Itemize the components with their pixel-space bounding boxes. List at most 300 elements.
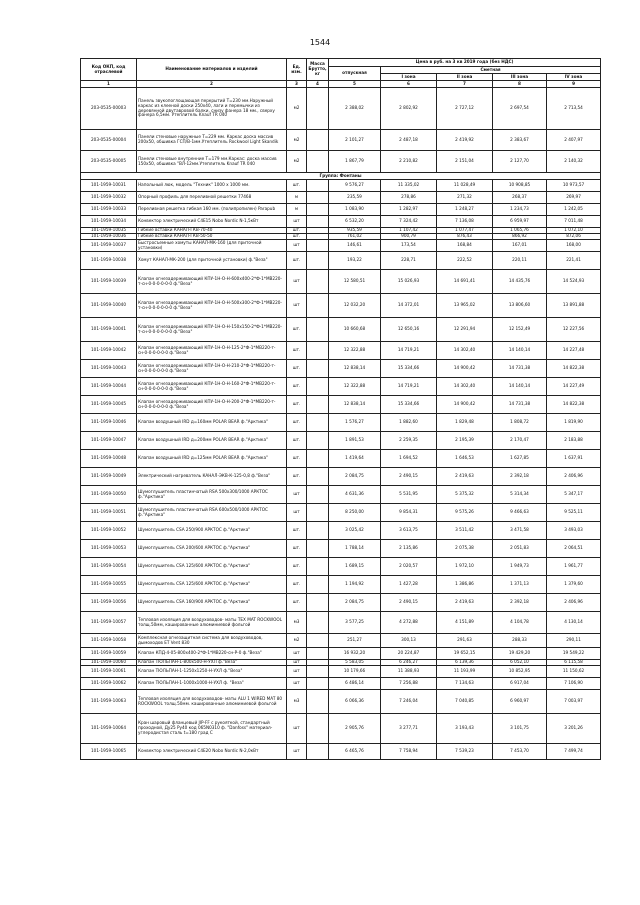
release-price-cell: 12 322,88 bbox=[329, 342, 381, 360]
name-cell: Шумоглушитель CSA 160/900 АРКТОС ф."Арктика" bbox=[137, 594, 287, 612]
zone-4-price-cell: 872,06 bbox=[547, 234, 601, 240]
unit-cell: шт. bbox=[287, 450, 307, 468]
code-cell: 101-1959-10058 bbox=[81, 634, 137, 648]
zone-2-price-cell: 1 077,47 bbox=[437, 228, 493, 234]
zone-1-price-cell: 14 719,21 bbox=[381, 342, 437, 360]
zone-3-price-cell: 2 383,67 bbox=[493, 130, 547, 151]
zone-1-price-cell: 278,86 bbox=[381, 192, 437, 204]
mass-cell bbox=[307, 744, 329, 760]
zone-3-price-cell: 7 453,70 bbox=[493, 744, 547, 760]
unit-cell: шт. bbox=[287, 318, 307, 342]
mass-cell bbox=[307, 714, 329, 744]
code-cell: 101-1959-10037 bbox=[81, 240, 137, 252]
zone-1-price-cell: 1 694,52 bbox=[381, 450, 437, 468]
code-cell: 101-1959-10055 bbox=[81, 576, 137, 594]
zone-4-price-cell: 14 524,93 bbox=[547, 270, 601, 294]
name-cell: Шумоглушитель пластинчатый RSA 600х500/1000 АРКТОС ф."Арктика" bbox=[137, 504, 287, 522]
code-cell: 101-1959-10034 bbox=[81, 216, 137, 228]
unit-cell: шт. bbox=[287, 432, 307, 450]
column-index-row bbox=[81, 81, 601, 88]
name-cell: Хомут КАНАЛ-МК-200 (для приточной установки) ф."Веза" bbox=[137, 252, 287, 270]
release-price-cell: 1 419,64 bbox=[329, 450, 381, 468]
zone-4-price-cell: 14 227,49 bbox=[547, 378, 601, 396]
mass-cell bbox=[307, 540, 329, 558]
mass-cell bbox=[307, 594, 329, 612]
zone-4-price-cell: 10 973,57 bbox=[547, 180, 601, 192]
zone-2-price-cell: 1 646,53 bbox=[437, 450, 493, 468]
zone-4-price-cell: 1 819,90 bbox=[547, 414, 601, 432]
code-cell: 101-1959-10047 bbox=[81, 432, 137, 450]
zone-4-price-cell: 14 822,38 bbox=[547, 360, 601, 378]
table-row bbox=[81, 612, 601, 634]
name-cell: Клапан огнезадерживающий КПУ-1Н-О-Н-125-2*Ф-1*МВ220-т-сн-0-0-0-0-0-0 ф."Веза" bbox=[137, 342, 287, 360]
table-row bbox=[81, 432, 601, 450]
name-cell: Клапан воздушный IRD д=200мм POLAR BEAR ф."Арктика" bbox=[137, 432, 287, 450]
code-cell: 101-1959-10038 bbox=[81, 252, 137, 270]
zone-2-price-cell: 2 195,39 bbox=[437, 432, 493, 450]
zone-1-price-cell: 20 224,87 bbox=[381, 648, 437, 660]
mass-cell bbox=[307, 192, 329, 204]
code-cell: 101-1959-10031 bbox=[81, 180, 137, 192]
unit-cell: шт. bbox=[287, 228, 307, 234]
mass-cell bbox=[307, 576, 329, 594]
zone-2-price-cell: 7 136,08 bbox=[437, 216, 493, 228]
mass-cell bbox=[307, 612, 329, 634]
name-cell: Клапан огнезадерживающий КПУ-1Н-О-Н-600х400-2*Ф-1*МВ220-т-сн-0-0-0-0-0-0 ф."Веза" bbox=[137, 270, 287, 294]
unit-cell: шт bbox=[287, 270, 307, 294]
code-cell: 101-1959-10048 bbox=[81, 450, 137, 468]
zone-4-price-cell: 290,11 bbox=[547, 634, 601, 648]
name-cell: Клапан огнезадерживающий КПУ-1Н-О-Н-200-2*Ф-1*МВ220-т-сн-0-0-0-0-0-0 ф."Веза" bbox=[137, 396, 287, 414]
name-cell: Клапан ТЮЛЬПАН-1-1000х1000-Н-УХЛ ф. "Веза" bbox=[137, 678, 287, 690]
release-price-cell: 10 660,68 bbox=[329, 318, 381, 342]
zone-3-price-cell: 866,92 bbox=[493, 234, 547, 240]
release-price-cell: 251,27 bbox=[329, 634, 381, 648]
mass-cell bbox=[307, 318, 329, 342]
code-cell: 101-1959-10059 bbox=[81, 648, 137, 660]
header-price-title: Цена в руб. на 3 кв 2019 года (без НДС) bbox=[329, 59, 601, 67]
code-cell: 203-0535-00003 bbox=[81, 88, 137, 130]
name-cell: Клапан огнезадерживающий КПУ-1Н-О-Н-500х300-2*Ф-1*МВ220-т-сн-0-0-0-0-0-0 ф."Веза" bbox=[137, 294, 287, 318]
unit-cell: шт. bbox=[287, 234, 307, 240]
zone-3-price-cell: 14 731,38 bbox=[493, 396, 547, 414]
zone-3-price-cell: 4 104,78 bbox=[493, 612, 547, 634]
name-cell: Панель звукопоглощающая перкрытий Т=230 мм.Наружный каркас из клееной доски 250х40, лаги и перемычки из деревянной двутавровой балки, снизу фанера 18 мм., сверху фанера 6,5мм. Утеплитель Knauf TR 040 bbox=[137, 88, 287, 130]
code-cell: 101-1959-10062 bbox=[81, 678, 137, 690]
table-row bbox=[81, 318, 601, 342]
zone-3-price-cell: 167,01 bbox=[493, 240, 547, 252]
mass-cell bbox=[307, 522, 329, 540]
mass-cell bbox=[307, 240, 329, 252]
name-cell: Шумоглушитель пластинчатый RSA 500х300/1000 АРКТОС ф."Арктика" bbox=[137, 486, 287, 504]
mass-cell bbox=[307, 180, 329, 192]
header-name: Наименование материалов и изделий bbox=[137, 59, 287, 81]
zone-4-price-cell: 13 891,88 bbox=[547, 294, 601, 318]
zone-3-price-cell: 6 959,97 bbox=[493, 216, 547, 228]
table-row bbox=[81, 360, 601, 378]
zone-1-price-cell: 2 487,18 bbox=[381, 130, 437, 151]
zone-4-price-cell: 2 407,97 bbox=[547, 130, 601, 151]
name-cell: Кран шаровый фланцевый JIP-FF с рукояткой, стандартный проходной, Ду25 Ру40 код 065N0310 ф. "Danfoss" материал-углеродистая сталь t=180 град С bbox=[137, 714, 287, 744]
table-row bbox=[81, 240, 601, 252]
release-price-cell: 12 032,20 bbox=[329, 294, 381, 318]
unit-cell: шт bbox=[287, 504, 307, 522]
zone-3-price-cell: 3 471,58 bbox=[493, 522, 547, 540]
mass-cell bbox=[307, 130, 329, 151]
zone-1-price-cell: 1 427,28 bbox=[381, 576, 437, 594]
unit-cell: м bbox=[287, 204, 307, 216]
zone-1-price-cell: 7 246,04 bbox=[381, 690, 437, 714]
table-row bbox=[81, 744, 601, 760]
mass-cell bbox=[307, 204, 329, 216]
zone-1-price-cell: 900,79 bbox=[381, 234, 437, 240]
zone-1-price-cell: 12 650,16 bbox=[381, 318, 437, 342]
zone-4-price-cell: 7 499,74 bbox=[547, 744, 601, 760]
mass-cell bbox=[307, 558, 329, 576]
table-row bbox=[81, 504, 601, 522]
zone-2-price-cell: 11 028,49 bbox=[437, 180, 493, 192]
unit-cell: шт. bbox=[287, 396, 307, 414]
zone-2-price-cell: 7 040,85 bbox=[437, 690, 493, 714]
code-cell: 101-1959-10045 bbox=[81, 396, 137, 414]
mass-cell bbox=[307, 270, 329, 294]
code-cell: 101-1959-10042 bbox=[81, 342, 137, 360]
release-price-cell: 146,61 bbox=[329, 240, 381, 252]
price-table bbox=[80, 58, 601, 760]
zone-1-price-cell: 1 882,60 bbox=[381, 414, 437, 432]
release-price-cell: 1 788,14 bbox=[329, 540, 381, 558]
zone-1-price-cell: 15 334,66 bbox=[381, 360, 437, 378]
release-price-cell: 9 576,27 bbox=[329, 180, 381, 192]
zone-1-price-cell: 7 758,94 bbox=[381, 744, 437, 760]
zone-3-price-cell: 19 429,20 bbox=[493, 648, 547, 660]
zone-4-price-cell: 7 011,48 bbox=[547, 216, 601, 228]
zone-2-price-cell: 14 302,40 bbox=[437, 342, 493, 360]
table-row bbox=[81, 540, 601, 558]
zone-3-price-cell: 6 917,04 bbox=[493, 678, 547, 690]
code-cell: 101-1959-10043 bbox=[81, 360, 137, 378]
unit-cell: шт. bbox=[287, 594, 307, 612]
mass-cell bbox=[307, 216, 329, 228]
zone-2-price-cell: 3 193,43 bbox=[437, 714, 493, 744]
zone-3-price-cell: 2 392,18 bbox=[493, 594, 547, 612]
zone-4-price-cell: 1 072,10 bbox=[547, 228, 601, 234]
release-price-cell: 2 084,75 bbox=[329, 594, 381, 612]
index-cell: 2 bbox=[137, 81, 287, 88]
release-price-cell: 1 891,53 bbox=[329, 432, 381, 450]
unit-cell: м bbox=[287, 192, 307, 204]
zone-1-price-cell: 14 719,21 bbox=[381, 378, 437, 396]
table-row bbox=[81, 192, 601, 204]
mass-cell bbox=[307, 666, 329, 678]
name-cell: Клапан воздушный IRD д=160мм POLAR BEAR ф."Арктика" bbox=[137, 414, 287, 432]
zone-2-price-cell: 222,52 bbox=[437, 252, 493, 270]
zone-1-price-cell: 1 107,42 bbox=[381, 228, 437, 234]
release-price-cell: 2 084,75 bbox=[329, 468, 381, 486]
code-cell: 101-1959-10056 bbox=[81, 594, 137, 612]
zone-1-price-cell: 1 282,97 bbox=[381, 204, 437, 216]
zone-2-price-cell: 7 539,23 bbox=[437, 744, 493, 760]
zone-3-price-cell: 13 806,60 bbox=[493, 294, 547, 318]
table-row bbox=[81, 468, 601, 486]
release-price-cell: 6 532,20 bbox=[329, 216, 381, 228]
release-price-cell: 3 577,25 bbox=[329, 612, 381, 634]
zone-4-price-cell: 6 115,58 bbox=[547, 660, 601, 666]
release-price-cell: 2 388,02 bbox=[329, 88, 381, 130]
name-cell: Панели стеновые наружные Т=229 мм. Каркас доска массив 200х50, обшивка ГСП/В-1мм.Утеплитель Rockwool Light Skandik bbox=[137, 130, 287, 151]
name-cell: Шумоглушитель CSA 200/600 АРКТОС ф."Арктика" bbox=[137, 540, 287, 558]
zone-3-price-cell: 1 065,76 bbox=[493, 228, 547, 234]
zone-2-price-cell: 2 419,63 bbox=[437, 468, 493, 486]
release-price-cell: 16 932,20 bbox=[329, 648, 381, 660]
name-cell: Панели стеновые внутренние Т=179 мм.Каркас: доска массив 150х50, обшивка "ВЛ-12мм.Утеплитель Knauf TR 040 bbox=[137, 151, 287, 173]
release-price-cell: 12 580,51 bbox=[329, 270, 381, 294]
zone-3-price-cell: 2 392,18 bbox=[493, 468, 547, 486]
code-cell: 101-1959-10044 bbox=[81, 378, 137, 396]
table-row bbox=[81, 204, 601, 216]
zone-4-price-cell: 1 637,91 bbox=[547, 450, 601, 468]
name-cell: Опорный профиль для переливной решетки 77468 bbox=[137, 192, 287, 204]
zone-1-price-cell: 3 277,71 bbox=[381, 714, 437, 744]
zone-3-price-cell: 220,11 bbox=[493, 252, 547, 270]
zone-1-price-cell: 14 372,01 bbox=[381, 294, 437, 318]
table-row bbox=[81, 714, 601, 744]
zone-3-price-cell: 2 051,83 bbox=[493, 540, 547, 558]
unit-cell: м2 bbox=[287, 130, 307, 151]
release-price-cell: 1 867,79 bbox=[329, 151, 381, 173]
table-header bbox=[81, 59, 601, 81]
release-price-cell: 12 322,88 bbox=[329, 378, 381, 396]
zone-3-price-cell: 12 152,49 bbox=[493, 318, 547, 342]
zone-3-price-cell: 2 697,54 bbox=[493, 88, 547, 130]
release-price-cell: 4 631,36 bbox=[329, 486, 381, 504]
index-cell: 8 bbox=[493, 81, 547, 88]
unit-cell: м3 bbox=[287, 690, 307, 714]
zone-1-price-cell: 11 335,02 bbox=[381, 180, 437, 192]
zone-4-price-cell: 221,41 bbox=[547, 252, 601, 270]
header-zone-3: III зона bbox=[493, 74, 547, 81]
index-cell: 3 bbox=[287, 81, 307, 88]
zone-1-price-cell: 2 259,35 bbox=[381, 432, 437, 450]
zone-4-price-cell: 2 064,51 bbox=[547, 540, 601, 558]
unit-cell: шт bbox=[287, 660, 307, 666]
name-cell: Шумоглушитель CSA 250/900 АРКТОС ф."Арктика" bbox=[137, 522, 287, 540]
index-cell: 6 bbox=[381, 81, 437, 88]
zone-1-price-cell: 300,13 bbox=[381, 634, 437, 648]
unit-cell: шт. bbox=[287, 180, 307, 192]
zone-2-price-cell: 5 375,32 bbox=[437, 486, 493, 504]
zone-1-price-cell: 6 246,27 bbox=[381, 660, 437, 666]
zone-4-price-cell: 12 227,56 bbox=[547, 318, 601, 342]
zone-4-price-cell: 2 140,32 bbox=[547, 151, 601, 173]
zone-2-price-cell: 291,63 bbox=[437, 634, 493, 648]
table-row bbox=[81, 252, 601, 270]
release-price-cell: 2 905,76 bbox=[329, 714, 381, 744]
code-cell: 101-1959-10032 bbox=[81, 192, 137, 204]
unit-cell: шт. bbox=[287, 378, 307, 396]
zone-1-price-cell: 228,71 bbox=[381, 252, 437, 270]
release-price-cell: 193,22 bbox=[329, 252, 381, 270]
code-cell: 101-1959-10040 bbox=[81, 294, 137, 318]
table-row bbox=[81, 522, 601, 540]
zone-1-price-cell: 5 531,95 bbox=[381, 486, 437, 504]
zone-3-price-cell: 1 234,73 bbox=[493, 204, 547, 216]
zone-4-price-cell: 9 525,11 bbox=[547, 504, 601, 522]
index-cell: 1 bbox=[81, 81, 137, 88]
zone-2-price-cell: 6 139,36 bbox=[437, 660, 493, 666]
zone-2-price-cell: 876,43 bbox=[437, 234, 493, 240]
name-cell: Шумоглушитель CSA 125/600 АРКТОС ф."Арктика" bbox=[137, 576, 287, 594]
unit-cell: шт. bbox=[287, 252, 307, 270]
zone-2-price-cell: 13 965,02 bbox=[437, 294, 493, 318]
zone-2-price-cell: 2 419,63 bbox=[437, 594, 493, 612]
zone-3-price-cell: 14 435,76 bbox=[493, 270, 547, 294]
unit-cell: шт bbox=[287, 666, 307, 678]
unit-cell: шт bbox=[287, 678, 307, 690]
zone-3-price-cell: 1 627,85 bbox=[493, 450, 547, 468]
zone-1-price-cell: 7 324,42 bbox=[381, 216, 437, 228]
zone-4-price-cell: 4 130,14 bbox=[547, 612, 601, 634]
code-cell: 203-0535-00004 bbox=[81, 130, 137, 151]
table-row bbox=[81, 270, 601, 294]
unit-cell: шт. bbox=[287, 468, 307, 486]
table-body bbox=[81, 81, 601, 760]
release-price-cell: 1 576,27 bbox=[329, 414, 381, 432]
zone-1-price-cell: 2 802,92 bbox=[381, 88, 437, 130]
zone-3-price-cell: 14 731,38 bbox=[493, 360, 547, 378]
unit-cell: шт. bbox=[287, 414, 307, 432]
header-zone-4: IV зона bbox=[547, 74, 601, 81]
zone-4-price-cell: 14 822,38 bbox=[547, 396, 601, 414]
zone-2-price-cell: 11 193,99 bbox=[437, 666, 493, 678]
zone-1-price-cell: 9 854,31 bbox=[381, 504, 437, 522]
release-price-cell: 12 838,14 bbox=[329, 396, 381, 414]
zone-1-price-cell: 3 613,75 bbox=[381, 522, 437, 540]
code-cell: 101-1959-10053 bbox=[81, 540, 137, 558]
mass-cell bbox=[307, 690, 329, 714]
name-cell: Быстросъемные хомуты КАНАЛ-МК-160 (для приточной установки) bbox=[137, 240, 287, 252]
release-price-cell: 2 101,27 bbox=[329, 130, 381, 151]
code-cell: 101-1959-10064 bbox=[81, 714, 137, 744]
header-zone-2: II зона bbox=[437, 74, 493, 81]
table-row bbox=[81, 414, 601, 432]
zone-1-price-cell: 2 490,15 bbox=[381, 594, 437, 612]
unit-cell: м3 bbox=[287, 612, 307, 634]
unit-cell: шт. bbox=[287, 576, 307, 594]
zone-1-price-cell: 2 020,57 bbox=[381, 558, 437, 576]
table-row bbox=[81, 396, 601, 414]
table-row bbox=[81, 634, 601, 648]
zone-1-price-cell: 2 135,86 bbox=[381, 540, 437, 558]
unit-cell: шт. bbox=[287, 558, 307, 576]
name-cell: Конвектор электрический C4E15 Nobo Nordic N-1,5кВт bbox=[137, 216, 287, 228]
unit-cell: шт. bbox=[287, 342, 307, 360]
mass-cell bbox=[307, 486, 329, 504]
zone-4-price-cell: 2 406,96 bbox=[547, 594, 601, 612]
zone-3-price-cell: 14 140,14 bbox=[493, 342, 547, 360]
group-row bbox=[81, 173, 601, 180]
table-row bbox=[81, 690, 601, 714]
unit-cell: шт. bbox=[287, 360, 307, 378]
name-cell: Тепловая изоляция для воздуховодов- маты TEX MAT ROCKWOOL толщ.50мм, кашированные алюминиевой фольгой bbox=[137, 612, 287, 634]
code-cell: 101-1959-10065 bbox=[81, 744, 137, 760]
code-cell: 101-1959-10041 bbox=[81, 318, 137, 342]
zone-4-price-cell: 19 549,22 bbox=[547, 648, 601, 660]
name-cell: Комплексная огнезащитная система для воздуховодов, дымоходов ET Vent 830 bbox=[137, 634, 287, 648]
name-cell: Клапан КПД-4-05-800х400-2*Ф-1*МВ220-сн-Р-0 ф."Веза" bbox=[137, 648, 287, 660]
mass-cell bbox=[307, 432, 329, 450]
zone-1-price-cell: 173,54 bbox=[381, 240, 437, 252]
code-cell: 101-1959-10046 bbox=[81, 414, 137, 432]
header-mass: Масса Брутто, кг bbox=[307, 59, 329, 81]
release-price-cell: 10 179,66 bbox=[329, 666, 381, 678]
unit-cell: м2 bbox=[287, 634, 307, 648]
zone-2-price-cell: 14 691,41 bbox=[437, 270, 493, 294]
table-row bbox=[81, 151, 601, 173]
header-estimate: Сметная bbox=[381, 67, 601, 74]
table-row bbox=[81, 666, 601, 678]
table-row bbox=[81, 678, 601, 690]
zone-4-price-cell: 3 493,03 bbox=[547, 522, 601, 540]
mass-cell bbox=[307, 342, 329, 360]
zone-3-price-cell: 10 908,85 bbox=[493, 180, 547, 192]
index-cell: 9 bbox=[547, 81, 601, 88]
zone-4-price-cell: 5 347,17 bbox=[547, 486, 601, 504]
unit-cell: шт bbox=[287, 714, 307, 744]
zone-4-price-cell: 269,97 bbox=[547, 192, 601, 204]
release-price-cell: 761,02 bbox=[329, 234, 381, 240]
zone-1-price-cell: 2 210,82 bbox=[381, 151, 437, 173]
table-row bbox=[81, 180, 601, 192]
code-cell: 101-1959-10033 bbox=[81, 204, 137, 216]
table-row bbox=[81, 342, 601, 360]
table-row bbox=[81, 648, 601, 660]
zone-2-price-cell: 19 652,15 bbox=[437, 648, 493, 660]
zone-2-price-cell: 1 972,10 bbox=[437, 558, 493, 576]
name-cell: Клапан огнезадерживающий КПУ-1Н-О-Н-210-2*Ф-1*МВ220-т-сн-0-0-0-0-0-0 ф."Веза" bbox=[137, 360, 287, 378]
mass-cell bbox=[307, 678, 329, 690]
zone-4-price-cell: 1 242,05 bbox=[547, 204, 601, 216]
zone-3-price-cell: 6 960,97 bbox=[493, 690, 547, 714]
unit-cell: м2 bbox=[287, 88, 307, 130]
zone-3-price-cell: 1 808,72 bbox=[493, 414, 547, 432]
zone-3-price-cell: 3 101,75 bbox=[493, 714, 547, 744]
release-price-cell: 6 465,76 bbox=[329, 744, 381, 760]
release-price-cell: 235,59 bbox=[329, 192, 381, 204]
name-cell: Клапан огнезадерживающий КПУ-1Н-О-Н-160-2*Ф-1*МВ220-т-сн-0-0-0-0-0-0 ф."Веза" bbox=[137, 378, 287, 396]
table-row bbox=[81, 450, 601, 468]
header-unit: Ед. изм. bbox=[287, 59, 307, 81]
unit-cell: шт bbox=[287, 648, 307, 660]
table-row bbox=[81, 294, 601, 318]
zone-4-price-cell: 3 201,26 bbox=[547, 714, 601, 744]
mass-cell bbox=[307, 414, 329, 432]
code-cell: 101-1959-10050 bbox=[81, 486, 137, 504]
table-row bbox=[81, 216, 601, 228]
zone-3-price-cell: 9 466,63 bbox=[493, 504, 547, 522]
zone-2-price-cell: 14 302,40 bbox=[437, 378, 493, 396]
zone-2-price-cell: 2 727,12 bbox=[437, 88, 493, 130]
name-cell: Конвектор электрический C4E20 Nobo Nordic N-2,0кВт bbox=[137, 744, 287, 760]
zone-2-price-cell: 3 511,42 bbox=[437, 522, 493, 540]
zone-2-price-cell: 1 829,48 bbox=[437, 414, 493, 432]
mass-cell bbox=[307, 88, 329, 130]
name-cell: Напольный люк, модель "Техник" 1000 х 1000 мм. bbox=[137, 180, 287, 192]
zone-2-price-cell: 14 900,42 bbox=[437, 360, 493, 378]
release-price-cell: 12 838,14 bbox=[329, 360, 381, 378]
mass-cell bbox=[307, 634, 329, 648]
zone-4-price-cell: 1 961,77 bbox=[547, 558, 601, 576]
